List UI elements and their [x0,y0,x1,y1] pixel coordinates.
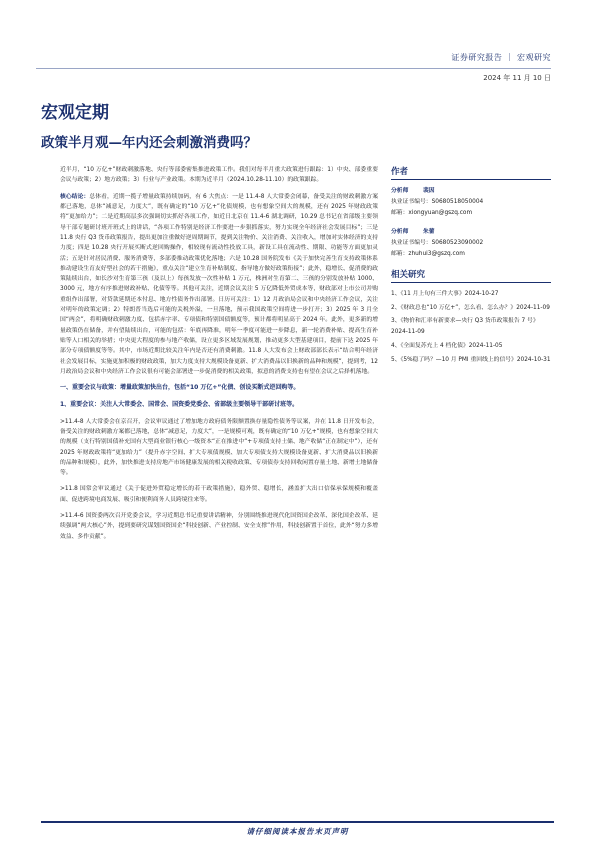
related-research-item[interactable]: 2、《财政总也“10 万亿+”，怎么看、怎么办？》2024-11-09 [391,304,550,311]
related-research-item[interactable]: 1、《11 月上旬有三件大事》2024-10-27 [391,291,499,297]
author-role: 分析师 [391,229,409,235]
core-conclusion-paragraph [60,192,378,378]
author-name: 裴因 [423,188,435,194]
email-label: 邮箱： [391,210,409,216]
email-label: 邮箱： [391,251,409,257]
section-subheading-1-1: 1、重要会议：关注人大常委会、国常会、国资委党委会、省部级主要领导干部研讨班等。 [60,400,299,408]
main-body [60,165,378,548]
page-subtitle: 政策半月观—年内还会刺激消费吗？ [41,135,257,151]
related-research-heading: 相关研究 [391,268,551,283]
footer-divider [41,821,554,823]
cert-label: 执业证书编号： [391,199,432,205]
section-heading-1: 一、重要会议与政策：增量政策加快出台，包括“10 万亿+”化债、创设买断式逆回购等。 [60,384,300,392]
core-conclusion-label: 核心结论： [60,193,90,200]
bullet-paragraph-1: >11.4-8 人大常委会在京召开，会议审议通过了增加地方政府债务限额置换存量隐性债务等议案，并在 11.8 日开发布会，备受关注的财政刺激方案都已落地，总体“减意足，力度大”，一是规模可观，既有确定的“10 万亿+”规模，也有想象空间大的规模（支行特别国债补充国有大型商业银行核心一级资本“正在推进中”+专项债支持土储、地产收储“正在制定中”），还有 2025 年财政政策将“更加给力”（提升赤字空间、扩大专项债规模、加大专项债支持大规模设备更新、扩大消费品以旧换新的品种和规模），此外，加快推进支持房地产市场健康发展的相关税收政策、专项债券支持回收闲置存量土地、新增土地储备等。 [60,418,378,477]
report-header [36,52,551,83]
cert-number: S0680518050004 [431,199,484,205]
report-date: 2024 年 11 月 10 日 [483,74,551,82]
header-divider [36,68,551,69]
author-name: 朱蕾 [423,229,435,235]
author-block [391,227,551,260]
related-research-item[interactable]: 4、《全面复苏充上 4 档化债》2024-11-05 [391,342,503,349]
authors-heading: 作者 [391,165,551,180]
page-title: 宏观定期 [41,103,109,123]
author-email[interactable]: xiongyuan@gszq.com [408,210,473,216]
footer-disclaimer: 请仔细阅读本报告末页声明 [246,827,349,836]
bullet-paragraph-2: >11.8 国常会审议通过《关于促进外贸稳定增长的若干政策措施》，稳外贸、稳增长，涵盖扩大出口信保承保规模和覆盖面、促进跨境电商发展、吸引和便利商务人员跨境往来等。 [60,486,378,503]
bullet-paragraph-3: >11.4-6 国资委两次召开党委会议，学习近期总书记重要讲话精神，分别围绕推进现代化国资国企改革、深化国企改革、延续强调“两大核心”外，提到要研究谋划国资国企“科技创新、产业控制、安全支撑”作用，科技创新置于首位，此外“努力多增效益、多作贡献”。 [60,513,378,540]
sidebar [391,165,551,368]
author-role: 分析师 [391,188,409,194]
related-research-list [391,289,551,365]
related-research-item[interactable]: 5、《5%稳了吗？—10 月 PMI 重回线上的信号》2024-10-31 [391,356,551,363]
related-research-item[interactable]: 3、《物价和汇率有新要求—央行 Q3 货币政策报告 7 号》2024-11-09 [391,318,539,336]
author-email[interactable]: zhuhui3@gszq.com [408,251,465,257]
author-block [391,186,551,219]
core-conclusion-text-2: 六是 10.28 国务院发布《关于加快完善生育支持政策体系推动建设生育友好型社会的若干措施》，重点关注“建立生育补贴制度、指导地方做好政策衔接”；此外，稳增长、促消费的政策陆续出台，如长沙对生育第三孩（及以上）每孩发放一次性补贴 1 万元，株洲对生育第二、三孩的分别发放补贴 1000、3000 元，地方有序推进财政补贴、化债等等。其他可关注，近期会议关注 5 万亿降低外贸成本等，财政部对上市公司并购重组作出部署，对贷款延期还本付息、地方性债务作出部署。日历可关注：1）12 月政治局会议和中央经济工作会议，关注对明年的政策定调；2）特朗普当选后可能的关税外溢，一旦落地，预示我国政策空间将进一步打开；3）2025 年 3 月全国“两会”，将明确财政刺激力度、包括赤字率、专项债和特别国债额度等，预计都将明显高于 2024 年。此外，更多新的增量政策仍在储备，并有望陆续出台，可能的包括：年底再降准，明年一季度可能进一步降息，新一轮消费补贴、提高生育补贴等人口相关的举措；中央更大程度的参与地产收储，设立更多区域发展规划，推动更多大型基建项目，提前下达 2025 年部分专项债额度等等。其中，市场近期比较关注年内是否还有消费刺激。11.8 人大发布会上财政部部长表示“结合明年经济社会发展目标，实施更加积极的财政政策，加大力度支持大规模设备更新、扩大消费品以旧换新的品种和规模”，提到考，12 月政治局会议和中央经济工作会议很有可能会部署进一步促消费的相关政策，拟意的消费支持也有望在会议之后择机落地。 [60,255,378,375]
report-category: 证券研究报告 ｜ 宏观研究 [451,53,551,62]
cert-label: 执业证书编号： [391,240,432,246]
cert-number: S0680523090002 [431,240,484,246]
intro-paragraph: 近半月，“10 万亿+”财政刺激落地、央行等部委密集推进政策工作。我们对每半月重大政策进行跟踪：1）中央、部委重要会议与政策；2）地方政策；3）行业与产业政策。本期为近半月（2024.10.28-11.10）的政策跟踪。 [60,167,378,184]
core-conclusion-text-1: 总体看，近期一揽子增量政策持续加码，有 6 大焦点：一是 11.4-8 人大常委会闭幕，备受关注的财政刺激方案都已落地，总体“减意足，力度大”，既有确定的“10 万亿+”化债规模，也有想象空间大的规模，还有 2025 年财政政策将“更加给力”；二是近期高层多次强调切实抓好各项工作，如近日北京在 11.4-6 湖北调研，10.29 总书记在省部级主要领导干部专题研讨班开班式上的讲话，“各项工作特别是经济工作要进一步狠抓落实，努力实现全年经济社会发展目标”；三是 11.8 央行 Q3 货币政策报告，提出更加注重做好逆周期调节，提到关注物价、关注消费、关注收入，增加对实体经济的支持力度；四是 10.28 央行开展买断式逆回购操作，相较现有流动性投放工具，新设工具在流动性、期限、功能等方面更加灵活；五是针对居民消费、服务消费等，多部委推动政策优化落地； [60,193,378,262]
